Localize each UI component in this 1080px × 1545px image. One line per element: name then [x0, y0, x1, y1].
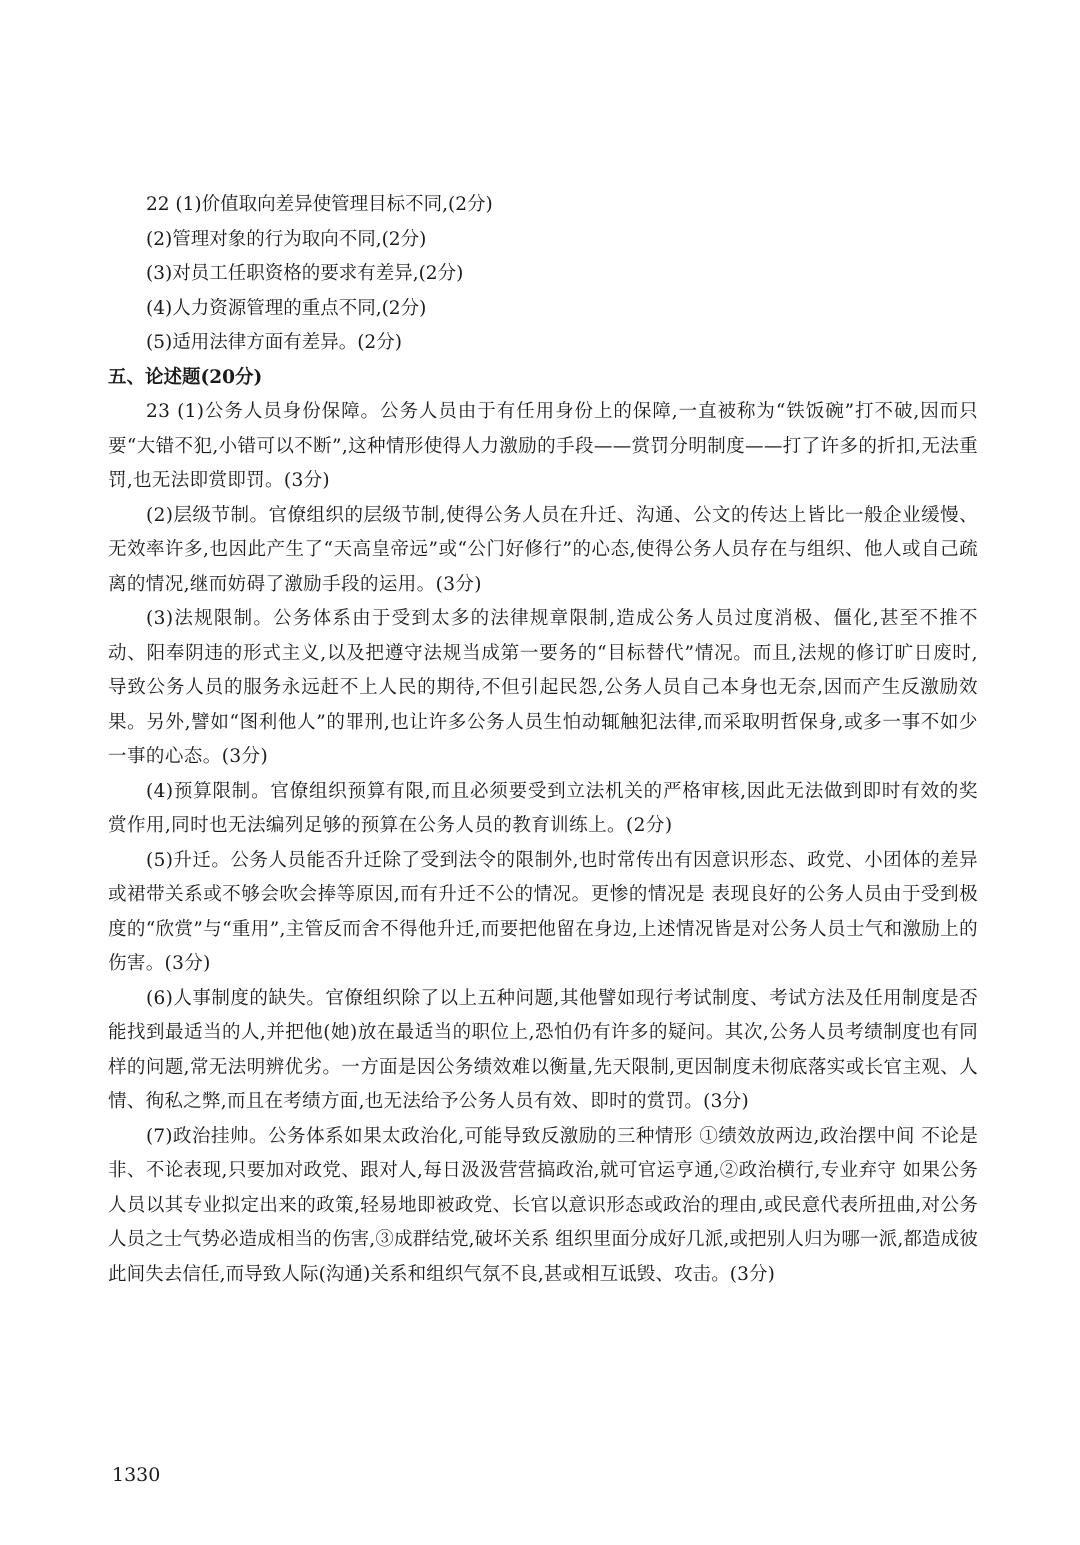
page-number: 1330 [112, 1464, 161, 1486]
answer-22-item-2: (2)管理对象的行为取向不同,(2分) [146, 228, 427, 250]
answer-22-item-4: (4)人力资源管理的重点不同,(2分) [146, 297, 427, 319]
answer-23-paragraph-7: (7)政治挂帅。公务体系如果太政治化,可能导致反激励的三种情形 ①绩效放两边,政治摆中间 不论是非、不论表现,只要加对政党、跟对人,每日汲汲营营搞政治,就可官运亨通,②政治横行,专业弃守 如果公务人员以其专业拟定出来的政策,轻易地即被政党、长官以意识形态或政治的理由,或民意代表所扭曲,对公务人员之士气势必造成相当的伤害,③成群结党,破坏关系 组织里面分成好几派,或把别人归为哪一派,都造成彼此间失去信任,而导致人际(沟通)关系和组织气氛不良,甚或相互诋毁、攻击。(3分) [108, 1125, 978, 1285]
answer-23-paragraph-2: (2)层级节制。官僚组织的层级节制,使得公务人员在升迁、沟通、公文的传达上皆比一般企业缓慢、无效率许多,也因此产生了“天高皇帝远”或“公门好修行”的心态,使得公务人员存在与组织、他人或自己疏离的情况,继而妨碍了激励手段的运用。(3分) [108, 504, 978, 595]
answer-23-paragraph-1: 23 (1)公务人员身份保障。公务人员由于有任用身份上的保障,一直被称为“铁饭碗”打不破,因而只要“大错不犯,小错可以不断”,这种情形使得人力激励的手段——赏罚分明制度——打了许多的折扣,无法重罚,也无法即赏即罚。(3分) [108, 401, 978, 491]
answer-22-item-3: (3)对员工任职资格的要求有差异,(2分) [146, 263, 464, 284]
answer-23-paragraph-5: (5)升迁。公务人员能否升迁除了受到法令的限制外,也时常传出有因意识形态、政党、小团体的差异或裙带关系或不够会吹会捧等原因,而有升迁不公的情况。更惨的情况是 表现良好的公务人员由于受到极度的“欣赏”与“重用”,主管反而舍不得他升迁,而要把他留在身边,上述情况皆是对公务人员士气和激励上的伤害。(3分) [108, 849, 978, 974]
section-heading-essay: 五、论述题(20分) [108, 366, 263, 388]
answer-23-paragraph-6: (6)人事制度的缺失。官僚组织除了以上五种问题,其他譬如现行考试制度、考试方法及任用制度是否能找到最适当的人,并把他(她)放在最适当的职位上,恐怕仍有许多的疑问。其次,公务人员考绩制度也有同样的问题,常无法明辨优劣。一方面是因公务绩效难以衡量,先天限制,更因制度未彻底落实或长官主观、人情、徇私之弊,而且在考绩方面,也无法给予公务人员有效、即时的赏罚。(3分) [108, 987, 978, 1112]
answer-22-item-5: (5)适用法律方面有差异。(2分) [146, 332, 402, 353]
answer-22-item-1: 22 (1)价值取向差异使管理目标不同,(2分) [146, 194, 493, 215]
answer-23-paragraph-3: (3)法规限制。公务体系由于受到太多的法律规章限制,造成公务人员过度消极、僵化,甚至不推不动、阳奉阴违的形式主义,以及把遵守法规当成第一要务的“目标替代”情况。而且,法规的修订旷日废时,导致公务人员的服务永远赶不上人民的期待,不但引起民怨,公务人员自己本身也无奈,因而产生反激励效果。另外,譬如“图利他人”的罪刑,也让许多公务人员生怕动辄触犯法律,而采取明哲保身,或多一事不如少一事的心态。(3分) [108, 608, 978, 767]
answer-content [108, 188, 978, 1292]
answer-23-paragraph-4: (4)预算限制。官僚组织预算有限,而且必须要受到立法机关的严格审核,因此无法做到即时有效的奖赏作用,同时也无法编列足够的预算在公务人员的教育训练上。(2分) [108, 780, 978, 836]
